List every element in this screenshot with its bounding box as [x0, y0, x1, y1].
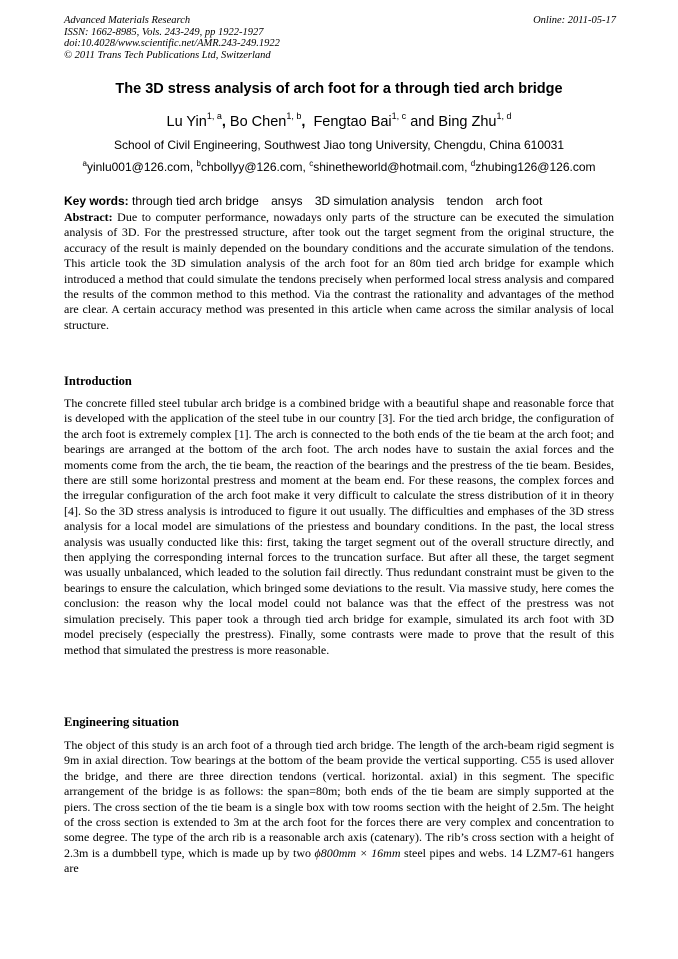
email-sup: b: [196, 159, 201, 168]
section-heading-engineering: Engineering situation: [64, 715, 179, 729]
abstract-text: Due to computer performance, nowadays only parts of the structure can be executed the simulation analysis of 3D. For the prestressed structure, after took out the target segment from the original structure, the accuracy of the result is mainly depended on the boundary conditions and the accurate simulation of the tendons. This article took the 3D simulation analysis of the arch foot for an 80m tied arch bridge for example which introduced a method that could simulate the tendons precisely when performed local stress analysis and compared the results of the common method to this method. Via the contrast the rationality and advantages of the method are clear. A certain accuracy method was presented in this article when came across the similar analysis of local structure.: [64, 210, 614, 332]
journal-doi: doi:10.4028/www.scientific.net/AMR.243-249.1922: [64, 38, 280, 50]
author-sep: ,: [221, 114, 230, 130]
author-name: Bo Chen: [229, 114, 287, 130]
author-sup: 1, a: [206, 111, 222, 121]
author-sup: 1, c: [391, 111, 407, 121]
author-sup: 1, b: [286, 111, 302, 121]
engineering-text-b: steel pipes and webs. 14 LZM7-61 hangers are: [64, 845, 615, 876]
keyword: tendon: [446, 194, 484, 208]
journal-header: [64, 15, 616, 61]
author-name: Fengtao Bai: [313, 114, 392, 130]
keyword: arch foot: [495, 194, 543, 208]
online-date: Online: 2011-05-17: [533, 15, 616, 26]
section-heading-introduction: Introduction: [64, 374, 132, 388]
author-sep: and: [406, 114, 439, 130]
keywords-label: Key words:: [64, 194, 129, 208]
author-name: Bing Zhu: [438, 114, 497, 130]
journal-copyright: © 2011 Trans Tech Publications Ltd, Switzerland: [64, 49, 271, 61]
journal-issn: ISSN: 1662-8985, Vols. 243-249, pp 1922-1927: [64, 26, 264, 38]
email-sup: d: [470, 159, 476, 168]
email-address: shinetheworld@hotmail.com,: [313, 160, 471, 174]
author-sup: 1, d: [496, 111, 512, 121]
author-sep: ,: [301, 114, 314, 130]
abstract: [64, 210, 614, 333]
email-list: [20, 159, 658, 174]
email-sup: c: [309, 159, 314, 168]
author-list: [40, 111, 638, 130]
paper-title: The 3D stress analysis of arch foot for a through tied arch bridge: [115, 81, 563, 97]
journal-name: Advanced Materials Research: [64, 15, 191, 26]
keywords: [64, 194, 624, 208]
email-sup: a: [82, 159, 87, 168]
email-address: yinlu001@126.com,: [86, 160, 197, 174]
engineering-text-a: The object of this study is an arch foot of a through tied arch bridge. The length of the arch-beam rigid segment is 9m in axial direction. Tow bearings at the bottom of the beam provide the vertical supporting. C55 is used allover the bridge, and there are three direction tendons (vertical. horizontal. axial) in this segment. The specific arrangement of the bridge is as follows: the span=80m; both ends of the tie beam are simply supported at the piers. The cross section of the tie beam is a single box with tow rooms section with the height of 2.5m. The height of the cross section is extended to 3m at the arch foot for the forces there are very complex and concentration to some degree. The type of the arch rib is a reasonable arch axis (catenary). The rib’s cross section with a height of 2.3m is a dumbbell type, which is made up by two: [64, 738, 614, 860]
keyword: ansys: [271, 194, 303, 208]
author-name: Lu Yin: [166, 114, 207, 130]
abstract-label: Abstract:: [64, 210, 113, 224]
engineering-text: [64, 738, 614, 877]
keyword: 3D simulation analysis: [314, 194, 435, 208]
email-address: zhubing126@126.com: [475, 160, 596, 174]
introduction-text: The concrete filled steel tubular arch bridge is a combined bridge with a beautiful shape and reasonable force that is developed with the application of the steel tube in our country [3]. For the tied arch bridge, the configuration of the arch foot is extremely complex [1]. The arch is connected to the both ends of the tie beam at the arch foot; and bearings are arranged at the bottom of the arch foot. The arch nodes have to sustain the axial forces and the moments come from the arch, the tie beam, the reaction of the bearings and the prestress of the tie beam. Besides, there are still some horizontal prestress and moment at the beam end. For these reasons, the complex forces and the irregular configuration of the arch foot make it very difficult to calculate the stress distribution of it in theory [4]. So the 3D stress analysis is introduced to figure it out usually. The difficulties and emphases of the 3D stress analysis for a local model are simulations of the priestess and boundary conditions. In the past, the local stress analysis was usually conducted like this: first, taking the target segment out of the overall structure directly, and then applying the corresponding internal forces to the truncation surface. But after all these, the target segment was usually unbalanced, which leaded to the solution fail directly. Thus redundant constraint must be given to the bearings to ensure the calculation, which bringed some deviations to the result. Via massive study, here comes the conclusion: the reason why the local model could not balance was that the effect of the prestress was not simulation precisely. This paper took a through tied arch bridge for example, simulated its arch foot with 3D model precisely (especially the prestress). Finally, some contrasts were made to prove that the result of this method that simulated the prestress is more reasonable.: [64, 396, 614, 657]
affiliation: School of Civil Engineering, Southwest Jiao tong University, Chengdu, China 610031: [113, 138, 565, 152]
keyword: through tied arch bridge: [132, 194, 259, 208]
email-address: chbollyy@126.com,: [200, 160, 310, 174]
pipe-dimension-math: ϕ800mm × 16mm: [314, 845, 401, 860]
